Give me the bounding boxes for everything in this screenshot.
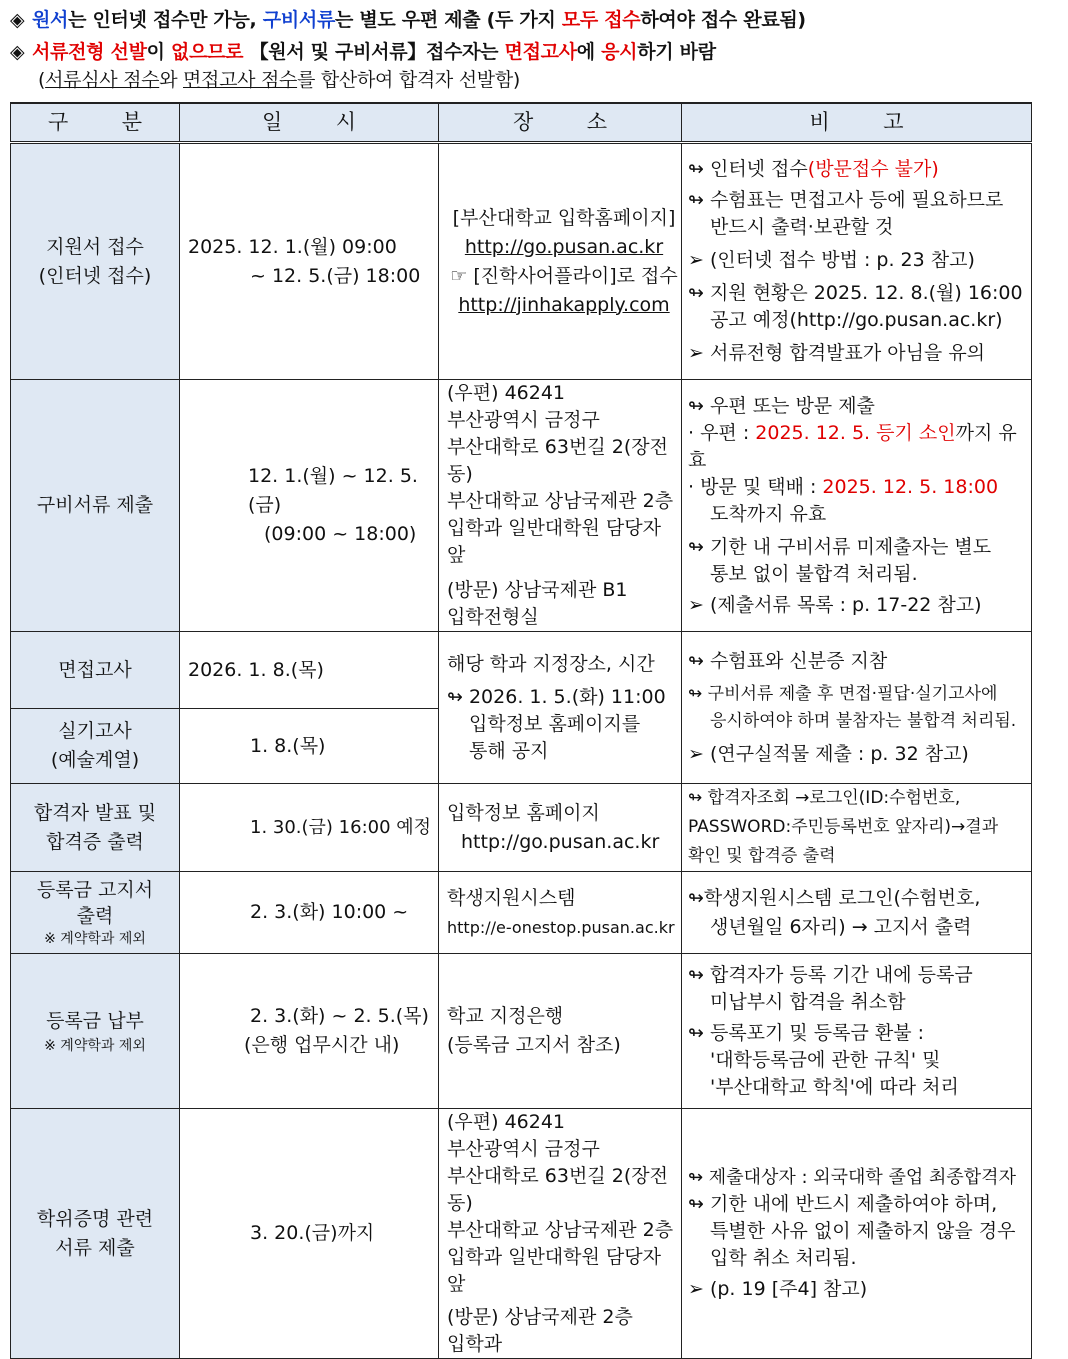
header-datetime: 일 시: [180, 103, 439, 143]
table-row: [11, 143, 1032, 380]
notice-line-2: ◈ 서류전형 선발이 없으므로 【원서 및 구비서류】접수자는 면접고사에 응시하기 바람: [10, 41, 716, 63]
place-cell: [부산대학교 입학홈페이지] http://go.pusan.ac.kr ☞ [진학사어플라이]로 접수 http://jinhakapply.com: [439, 143, 682, 380]
note-cell: ↬ 우편 또는 방문 제출 · 우편 : 2025. 12. 5. 등기 소인까지 유효 · 방문 및 택배 : 2025. 12. 5. 18:00 도착까지 유효 ↬ 기한 내 구비서류 미제출자는 별도 통보 없이 불합격 처리됨. ➢ (제출서류 목록 : p. 17-22 참고): [682, 380, 1032, 632]
note-cell: ↬학생지원시스템 로그인(수험번호, 생년월일 6자리) → 고지서 출력: [682, 872, 1032, 954]
date-cell: 3. 20.(금)까지: [180, 1109, 439, 1359]
notice-line-1: ◈ 원서는 인터넷 접수만 가능, 구비서류는 별도 우편 제출 (두 가지 모두 접수하여야 접수 완료됨): [10, 9, 806, 31]
header-category: 구 분: [11, 103, 180, 143]
date-cell: 2025. 12. 1.(월) 09:00 ~ 12. 5.(금) 18:00: [180, 143, 439, 380]
homepage-link[interactable]: http://go.pusan.ac.kr: [464, 235, 664, 258]
note-cell: ↬ 수험표와 신분증 지참 ↬ 구비서류 제출 후 면접·필답·실기고사에 응시하여야 하며 불참자는 불합격 처리됨. ➢ (연구실적물 제출 : p. 32 참고): [682, 632, 1032, 784]
table-row: [11, 872, 1032, 954]
category-cell: 지원서 접수 (인터넷 접수): [11, 143, 180, 380]
diamond-icon: ◈: [10, 41, 25, 63]
place-cell: (우편) 46241 부산광역시 금정구 부산대학로 63번길 2(장전동) 부산대학교 상남국제관 2층 입학과 일반대학원 담당자 앞 (방문) 상남국제관 2층 입학과: [439, 1109, 682, 1359]
onestop-link[interactable]: http://e-onestop.pusan.ac.kr: [447, 917, 675, 937]
notice-line-3: (서류심사 점수와 면접고사 점수를 합산하여 합격자 선발함): [38, 69, 521, 91]
place-cell: (우편) 46241 부산광역시 금정구 부산대학로 63번길 2(장전동) 부산대학교 상남국제관 2층 입학과 일반대학원 담당자 앞 (방문) 상남국제관 B1 입학전형실: [439, 380, 682, 632]
table-row: [11, 380, 1032, 632]
category-cell: 실기고사 (예술계열): [11, 709, 180, 784]
date-cell: 2. 3.(화) 10:00 ~: [180, 872, 439, 954]
schedule-table: [10, 102, 1032, 1359]
header-place: 장 소: [439, 103, 682, 143]
note-cell: ↬ 합격자가 등록 기간 내에 등록금 미납부시 합격을 취소함 ↬ 등록포기 및 등록금 환불 : '대학등록금에 관한 규칙' 및 '부산대학교 학칙'에 따라 처리: [682, 954, 1032, 1109]
place-cell: 학생지원시스템 http://e-onestop.pusan.ac.kr: [439, 872, 682, 954]
date-cell: 1. 8.(목): [180, 709, 439, 784]
category-cell: 학위증명 관련 서류 제출: [11, 1109, 180, 1359]
note-cell: ↬ 인터넷 접수(방문접수 불가) ↬ 수험표는 면접고사 등에 필요하므로 반드시 출력·보관할 것 ➢ (인터넷 접수 방법 : p. 23 참고) ↬ 지원 현황은 2025. 12. 8.(월) 16:00 공고 예정(http://go.pusan.ac.kr) ➢ 서류전형 합격발표가 아님을 유의: [682, 143, 1032, 380]
note-cell: ↬ 제출대상자 : 외국대학 졸업 최종합격자 ↬ 기한 내에 반드시 제출하여야 하며, 특별한 사유 없이 제출하지 않을 경우 입학 취소 처리됨. ➢ (p. 19 [주4] 참고): [682, 1109, 1032, 1359]
diamond-icon: ◈: [10, 9, 25, 31]
category-cell: 면접고사: [11, 632, 180, 709]
category-cell: 등록금 고지서 출력 ※ 계약학과 제외: [11, 872, 180, 954]
place-cell: 입학정보 홈페이지 http://go.pusan.ac.kr: [439, 784, 682, 872]
place-cell: 학교 지정은행 (등록금 고지서 참조): [439, 954, 682, 1109]
jinhakapply-link[interactable]: http://jinhakapply.com: [458, 293, 670, 316]
header-remarks: 비 고: [682, 103, 1032, 143]
note-cell: ↬ 합격자조회 →로그인(ID:수험번호, PASSWORD:주민등록번호 앞자리)→결과 확인 및 합격증 출력: [682, 784, 1032, 872]
table-row: [11, 632, 1032, 709]
date-cell: 2026. 1. 8.(목): [180, 632, 439, 709]
category-cell: 합격자 발표 및 합격증 출력: [11, 784, 180, 872]
homepage-link[interactable]: http://go.pusan.ac.kr: [461, 830, 660, 853]
category-cell: 등록금 납부 ※ 계약학과 제외: [11, 954, 180, 1109]
category-cell: 구비서류 제출: [11, 380, 180, 632]
date-cell: 1. 30.(금) 16:00 예정: [180, 784, 439, 872]
table-row: [11, 954, 1032, 1109]
table-row: [11, 1109, 1032, 1359]
place-cell: 해당 학과 지정장소, 시간 ↬ 2026. 1. 5.(화) 11:00 입학정보 홈페이지를 통해 공지: [439, 632, 682, 784]
table-row: [11, 784, 1032, 872]
date-cell: 2. 3.(화) ~ 2. 5.(목) (은행 업무시간 내): [180, 954, 439, 1109]
date-cell: 12. 1.(월) ~ 12. 5.(금) (09:00 ~ 18:00): [180, 380, 439, 632]
table-header-row: [11, 103, 1032, 143]
